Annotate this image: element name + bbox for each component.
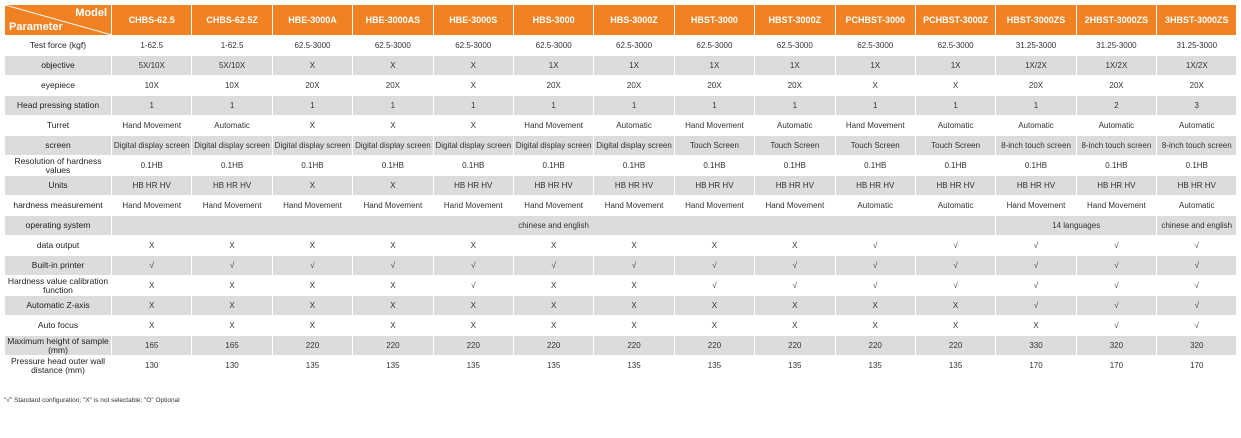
row-label: hardness measurement xyxy=(5,196,112,216)
table-cell: 62.5-3000 xyxy=(513,36,593,56)
table-cell: 220 xyxy=(835,336,915,356)
table-row xyxy=(5,96,1237,116)
table-cell: X xyxy=(755,236,835,256)
table-cell: Hand Movement xyxy=(594,196,674,216)
table-cell: X xyxy=(353,236,433,256)
row-label: Auto focus xyxy=(5,316,112,336)
table-cell: 320 xyxy=(1076,336,1156,356)
table-cell: √ xyxy=(513,256,593,276)
table-cell: 220 xyxy=(594,336,674,356)
table-cell: X xyxy=(112,316,192,336)
table-row xyxy=(5,176,1237,196)
table-cell: 10X xyxy=(112,76,192,96)
row-label: Head pressing station xyxy=(5,96,112,116)
row-label: data output xyxy=(5,236,112,256)
table-cell: 62.5-3000 xyxy=(594,36,674,56)
table-cell: HB HR HV xyxy=(996,176,1076,196)
table-cell: 0.1HB xyxy=(996,156,1076,176)
model-header: HBE-3000AS xyxy=(353,5,433,36)
table-cell: 2 xyxy=(1076,96,1156,116)
table-cell: X xyxy=(513,236,593,256)
table-cell: X xyxy=(272,176,352,196)
table-cell: 14 languages xyxy=(996,216,1157,236)
table-cell: Automatic xyxy=(996,116,1076,136)
table-cell: √ xyxy=(835,236,915,256)
row-label: Automatic Z-axis xyxy=(5,296,112,316)
row-label: eyepiece xyxy=(5,76,112,96)
model-header: PCHBST-3000Z xyxy=(915,5,995,36)
table-cell: HB HR HV xyxy=(1157,176,1237,196)
table-cell: 20X xyxy=(996,76,1076,96)
table-cell: √ xyxy=(1157,236,1237,256)
table-cell: Hand Movement xyxy=(433,196,513,216)
table-cell: 0.1HB xyxy=(755,156,835,176)
table-cell: 0.1HB xyxy=(433,156,513,176)
table-cell: 1 xyxy=(674,96,754,116)
table-cell: 62.5-3000 xyxy=(755,36,835,56)
table-cell: 20X xyxy=(674,76,754,96)
table-cell: 0.1HB xyxy=(353,156,433,176)
table-cell: X xyxy=(433,296,513,316)
table-cell: X xyxy=(112,296,192,316)
table-cell: 135 xyxy=(594,356,674,376)
table-cell: X xyxy=(272,316,352,336)
row-label: Hardness value calibration function xyxy=(5,276,112,296)
table-cell: Automatic xyxy=(594,116,674,136)
table-cell: X xyxy=(915,296,995,316)
model-header: HBST-3000 xyxy=(674,5,754,36)
table-cell: 220 xyxy=(272,336,352,356)
table-cell: X xyxy=(353,276,433,296)
table-cell: √ xyxy=(915,276,995,296)
table-cell: Automatic xyxy=(835,196,915,216)
table-cell: Hand Movement xyxy=(513,116,593,136)
table-cell: 0.1HB xyxy=(1076,156,1156,176)
table-cell: 0.1HB xyxy=(112,156,192,176)
table-row xyxy=(5,156,1237,176)
table-cell: X xyxy=(112,276,192,296)
row-label: screen xyxy=(5,136,112,156)
parameter-header-label: Parameter xyxy=(9,21,63,33)
table-cell: 220 xyxy=(915,336,995,356)
table-cell: 130 xyxy=(112,356,192,376)
table-cell: Automatic xyxy=(1157,116,1237,136)
table-cell: √ xyxy=(674,256,754,276)
table-row xyxy=(5,276,1237,296)
table-cell: 62.5-3000 xyxy=(433,36,513,56)
table-cell: 20X xyxy=(272,76,352,96)
table-cell: HB HR HV xyxy=(513,176,593,196)
table-cell: Hand Movement xyxy=(112,116,192,136)
table-cell: 170 xyxy=(996,356,1076,376)
table-cell: 10X xyxy=(192,76,272,96)
table-cell: 1-62.5 xyxy=(192,36,272,56)
table-cell: √ xyxy=(835,276,915,296)
table-cell: 31.25-3000 xyxy=(996,36,1076,56)
table-cell: √ xyxy=(1076,296,1156,316)
table-cell: 20X xyxy=(755,76,835,96)
table-cell: √ xyxy=(272,256,352,276)
table-cell: X xyxy=(513,296,593,316)
table-cell: √ xyxy=(1157,296,1237,316)
table-cell: 220 xyxy=(513,336,593,356)
table-cell: 31.25-3000 xyxy=(1076,36,1156,56)
table-cell: 20X xyxy=(353,76,433,96)
table-cell: √ xyxy=(915,236,995,256)
table-cell: HB HR HV xyxy=(433,176,513,196)
table-cell: 170 xyxy=(1157,356,1237,376)
table-cell: √ xyxy=(433,276,513,296)
table-cell: √ xyxy=(996,296,1076,316)
table-cell: 3 xyxy=(1157,96,1237,116)
table-cell: Automatic xyxy=(755,116,835,136)
table-cell: 0.1HB xyxy=(915,156,995,176)
table-cell: X xyxy=(594,316,674,336)
table-cell: X xyxy=(192,236,272,256)
table-cell: 0.1HB xyxy=(513,156,593,176)
table-cell: X xyxy=(915,316,995,336)
table-cell: 62.5-3000 xyxy=(915,36,995,56)
table-cell: 8-inch touch screen xyxy=(1157,136,1237,156)
table-cell: X xyxy=(594,296,674,316)
table-cell: X xyxy=(353,296,433,316)
table-cell: Digital display screen xyxy=(513,136,593,156)
table-cell: √ xyxy=(1157,276,1237,296)
table-cell: 1 xyxy=(112,96,192,116)
table-cell: X xyxy=(353,316,433,336)
table-cell: 1X xyxy=(594,56,674,76)
table-cell: X xyxy=(272,116,352,136)
table-cell: HB HR HV xyxy=(674,176,754,196)
table-cell: X xyxy=(272,276,352,296)
table-cell: Hand Movement xyxy=(112,196,192,216)
table-cell: 0.1HB xyxy=(1157,156,1237,176)
table-cell: √ xyxy=(1157,256,1237,276)
table-cell: X xyxy=(755,296,835,316)
row-label: objective xyxy=(5,56,112,76)
table-cell: Hand Movement xyxy=(192,196,272,216)
table-cell: 1 xyxy=(835,96,915,116)
table-cell: √ xyxy=(915,256,995,276)
row-label: Pressure head outer wall distance (mm) xyxy=(5,356,112,376)
table-cell: √ xyxy=(674,276,754,296)
table-cell: chinese and english xyxy=(1157,216,1237,236)
table-cell: X xyxy=(353,176,433,196)
model-header: PCHBST-3000 xyxy=(835,5,915,36)
table-row xyxy=(5,216,1237,236)
table-cell: 220 xyxy=(674,336,754,356)
table-cell: 0.1HB xyxy=(192,156,272,176)
table-cell: Automatic xyxy=(1076,116,1156,136)
table-cell: 1X/2X xyxy=(1076,56,1156,76)
table-cell: 62.5-3000 xyxy=(272,36,352,56)
table-cell: Hand Movement xyxy=(755,196,835,216)
table-cell: Digital display screen xyxy=(112,136,192,156)
table-cell: √ xyxy=(112,256,192,276)
table-cell: X xyxy=(272,236,352,256)
table-cell: Hand Movement xyxy=(835,116,915,136)
table-cell: 220 xyxy=(353,336,433,356)
model-header: HBE-3000A xyxy=(272,5,352,36)
table-cell: 135 xyxy=(513,356,593,376)
table-cell: 1X xyxy=(915,56,995,76)
header-row xyxy=(5,5,1237,36)
model-header: 3HBST-3000ZS xyxy=(1157,5,1237,36)
table-cell: chinese and english xyxy=(112,216,996,236)
table-cell: √ xyxy=(755,276,835,296)
table-cell: Touch Screen xyxy=(674,136,754,156)
table-cell: √ xyxy=(755,256,835,276)
model-header: CHBS-62.5 xyxy=(112,5,192,36)
table-cell: 31.25-3000 xyxy=(1157,36,1237,56)
table-cell: X xyxy=(835,316,915,336)
table-cell: X xyxy=(513,276,593,296)
table-cell: HB HR HV xyxy=(835,176,915,196)
table-cell: 1X xyxy=(755,56,835,76)
table-cell: Hand Movement xyxy=(674,196,754,216)
table-row xyxy=(5,236,1237,256)
table-cell: √ xyxy=(192,256,272,276)
table-cell: X xyxy=(915,76,995,96)
table-cell: 8-inch touch screen xyxy=(996,136,1076,156)
table-cell: √ xyxy=(835,256,915,276)
table-cell: 1 xyxy=(433,96,513,116)
table-cell: 135 xyxy=(353,356,433,376)
table-cell: 1 xyxy=(915,96,995,116)
table-cell: 1 xyxy=(755,96,835,116)
table-cell: 20X xyxy=(1076,76,1156,96)
table-cell: Touch Screen xyxy=(915,136,995,156)
table-cell: √ xyxy=(996,236,1076,256)
model-header: HBST-3000Z xyxy=(755,5,835,36)
table-cell: 165 xyxy=(192,336,272,356)
table-cell: Touch Screen xyxy=(755,136,835,156)
table-cell: HB HR HV xyxy=(1076,176,1156,196)
table-cell: X xyxy=(433,116,513,136)
table-row xyxy=(5,196,1237,216)
table-cell: X xyxy=(674,316,754,336)
model-header: HBST-3000ZS xyxy=(996,5,1076,36)
table-cell: HB HR HV xyxy=(192,176,272,196)
table-cell: HB HR HV xyxy=(594,176,674,196)
table-row xyxy=(5,296,1237,316)
table-cell: X xyxy=(353,116,433,136)
table-cell: X xyxy=(353,56,433,76)
table-cell: 1 xyxy=(272,96,352,116)
table-cell: 320 xyxy=(1157,336,1237,356)
table-cell: 0.1HB xyxy=(594,156,674,176)
table-cell: 20X xyxy=(594,76,674,96)
table-cell: Hand Movement xyxy=(996,196,1076,216)
table-cell: X xyxy=(272,56,352,76)
table-cell: √ xyxy=(1076,276,1156,296)
row-label: operating system xyxy=(5,216,112,236)
table-cell: 1X xyxy=(835,56,915,76)
table-cell: 1-62.5 xyxy=(112,36,192,56)
table-cell: 1X/2X xyxy=(996,56,1076,76)
table-cell: 1 xyxy=(594,96,674,116)
table-cell: 0.1HB xyxy=(272,156,352,176)
table-cell: 20X xyxy=(1157,76,1237,96)
table-row xyxy=(5,336,1237,356)
table-cell: X xyxy=(513,316,593,336)
row-label: Units xyxy=(5,176,112,196)
table-cell: 135 xyxy=(674,356,754,376)
table-row xyxy=(5,256,1237,276)
table-cell: 1X/2X xyxy=(1157,56,1237,76)
table-cell: 62.5-3000 xyxy=(674,36,754,56)
table-cell: 135 xyxy=(835,356,915,376)
table-cell: X xyxy=(433,76,513,96)
table-cell: Automatic xyxy=(192,116,272,136)
table-cell: X xyxy=(996,316,1076,336)
table-cell: √ xyxy=(996,256,1076,276)
table-cell: Hand Movement xyxy=(353,196,433,216)
table-cell: X xyxy=(594,276,674,296)
row-label: Test force (kgf) xyxy=(5,36,112,56)
row-label: Built-in printer xyxy=(5,256,112,276)
table-cell: 0.1HB xyxy=(674,156,754,176)
model-header: HBS-3000 xyxy=(513,5,593,36)
table-cell: X xyxy=(433,236,513,256)
table-cell: X xyxy=(433,316,513,336)
table-cell: Digital display screen xyxy=(433,136,513,156)
table-cell: √ xyxy=(1076,236,1156,256)
specification-table xyxy=(4,4,1237,376)
table-cell: Digital display screen xyxy=(272,136,352,156)
table-cell: Digital display screen xyxy=(353,136,433,156)
table-row xyxy=(5,56,1237,76)
table-cell: √ xyxy=(433,256,513,276)
table-cell: Digital display screen xyxy=(192,136,272,156)
table-cell: √ xyxy=(1157,316,1237,336)
table-cell: √ xyxy=(353,256,433,276)
table-cell: Automatic xyxy=(915,196,995,216)
table-cell: 1 xyxy=(513,96,593,116)
table-cell: X xyxy=(674,236,754,256)
row-label: Maximum height of sample (mm) xyxy=(5,336,112,356)
table-cell: 1 xyxy=(353,96,433,116)
table-cell: HB HR HV xyxy=(915,176,995,196)
table-cell: Hand Movement xyxy=(674,116,754,136)
table-cell: 1 xyxy=(996,96,1076,116)
model-header-label: Model xyxy=(75,7,107,19)
table-cell: 135 xyxy=(915,356,995,376)
table-cell: 1X xyxy=(674,56,754,76)
table-cell: 135 xyxy=(755,356,835,376)
table-cell: √ xyxy=(1076,256,1156,276)
table-cell: Automatic xyxy=(915,116,995,136)
row-label: Turret xyxy=(5,116,112,136)
table-cell: Hand Movement xyxy=(272,196,352,216)
table-row xyxy=(5,76,1237,96)
table-cell: X xyxy=(192,296,272,316)
table-body xyxy=(5,36,1237,376)
table-row xyxy=(5,116,1237,136)
corner-header xyxy=(5,5,112,36)
table-cell: Digital display screen xyxy=(594,136,674,156)
table-row xyxy=(5,356,1237,376)
table-cell: 5X/10X xyxy=(192,56,272,76)
table-cell: 220 xyxy=(755,336,835,356)
table-cell: 130 xyxy=(192,356,272,376)
table-cell: 330 xyxy=(996,336,1076,356)
table-cell: X xyxy=(192,276,272,296)
table-cell: X xyxy=(835,296,915,316)
table-cell: 135 xyxy=(272,356,352,376)
model-header: HBE-3000S xyxy=(433,5,513,36)
table-cell: √ xyxy=(1076,316,1156,336)
table-cell: Hand Movement xyxy=(1076,196,1156,216)
table-cell: X xyxy=(594,236,674,256)
table-cell: X xyxy=(835,76,915,96)
table-cell: X xyxy=(272,296,352,316)
model-header: 2HBST-3000ZS xyxy=(1076,5,1156,36)
table-cell: 220 xyxy=(433,336,513,356)
table-cell: X xyxy=(433,56,513,76)
table-cell: √ xyxy=(594,256,674,276)
table-cell: 135 xyxy=(433,356,513,376)
table-cell: 62.5-3000 xyxy=(353,36,433,56)
model-header: HBS-3000Z xyxy=(594,5,674,36)
table-cell: Hand Movement xyxy=(513,196,593,216)
table-row xyxy=(5,136,1237,156)
table-row xyxy=(5,36,1237,56)
table-cell: 1X xyxy=(513,56,593,76)
table-cell: X xyxy=(112,236,192,256)
table-cell: X xyxy=(192,316,272,336)
table-cell: 62.5-3000 xyxy=(835,36,915,56)
table-cell: √ xyxy=(996,276,1076,296)
table-cell: HB HR HV xyxy=(112,176,192,196)
table-cell: Automatic xyxy=(1157,196,1237,216)
model-header: CHBS-62.5Z xyxy=(192,5,272,36)
table-cell: 165 xyxy=(112,336,192,356)
legend-note: "√" Standard configuration; "X" is not selectable; "O" Optional xyxy=(4,397,180,404)
table-cell: 0.1HB xyxy=(835,156,915,176)
table-cell: HB HR HV xyxy=(755,176,835,196)
table-cell: 20X xyxy=(513,76,593,96)
table-cell: 1 xyxy=(192,96,272,116)
row-label: Resolution of hardness values xyxy=(5,156,112,176)
table-row xyxy=(5,316,1237,336)
table-cell: 8-inch touch screen xyxy=(1076,136,1156,156)
table-cell: Touch Screen xyxy=(835,136,915,156)
table-cell: 170 xyxy=(1076,356,1156,376)
table-cell: 5X/10X xyxy=(112,56,192,76)
table-cell: X xyxy=(674,296,754,316)
table-cell: X xyxy=(755,316,835,336)
